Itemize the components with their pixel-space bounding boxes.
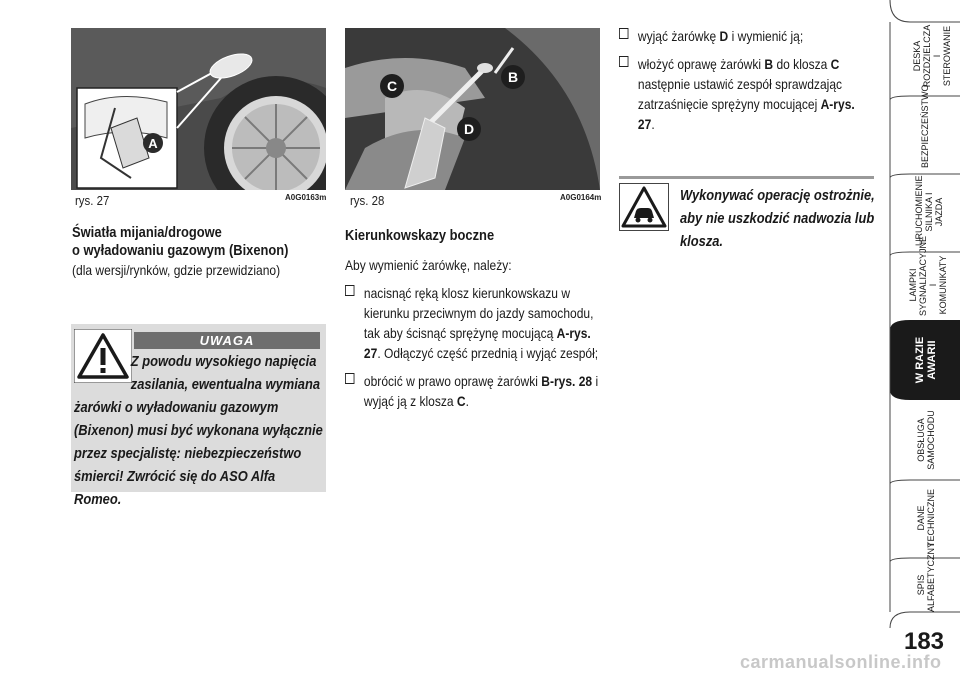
tab-label-active: W RAZIE AWARII <box>914 336 938 384</box>
caution-divider <box>619 176 874 179</box>
figure-27-code: A0G0163m <box>285 193 327 202</box>
side-indicators-intro: Aby wymienić żarówkę, należy: <box>345 257 512 273</box>
instruction-list-right <box>619 26 874 134</box>
figure-28-marker-b: B <box>507 69 519 85</box>
item-text: wyjąć żarówkę <box>637 28 720 44</box>
tab-lampki[interactable] <box>898 235 958 318</box>
heading-line-1: Światła mijania/drogowe <box>72 224 222 241</box>
figure-28-code: A0G0164m <box>560 193 602 202</box>
side-indicator-illustration <box>345 28 600 190</box>
figure-27-marker: A <box>148 136 158 151</box>
part-reference: C <box>456 393 466 409</box>
tab-w-razie-awarii-active[interactable] <box>898 322 958 398</box>
section-subtitle: (dla wersji/rynków, gdzie przewidziano) <box>72 262 281 278</box>
instruction-item <box>619 54 874 134</box>
part-reference: B <box>764 56 774 72</box>
checkbox-bullet-icon <box>619 56 628 67</box>
warning-label: UWAGA <box>199 333 255 348</box>
tab-label: SPIS ALFABETYCZNY <box>916 541 936 612</box>
car-damage-caution-icon <box>619 183 669 231</box>
sidebar-tabs <box>880 0 960 677</box>
warning-text-content: Z powodu wysokiego napięcia zasilania, ewentualna wymiana żarówki o wyładowaniu gazowym (Bixenon) musi być wykonana wyłącznie przez specjalistę: niebezpieczeństwo śmierci! Zwrócić się do ASO Alfa Romeo. <box>74 353 323 508</box>
warning-text-wrap-spacer <box>74 350 131 396</box>
figure-28-caption: rys. 28 <box>350 193 385 208</box>
figure-27-caption: rys. 27 <box>75 193 110 208</box>
checkbox-bullet-icon <box>345 373 354 384</box>
figure-reference: A-rys. 27 <box>363 325 591 361</box>
item-text: . Odłączyć część przednią i wyjąć zespół; <box>377 345 599 361</box>
caution-text: Wykonywać operację ostrożnie, aby nie uszkodzić nadwozia lub klosza. <box>680 187 875 250</box>
item-text: . <box>465 393 469 409</box>
side-indicators-heading: Kierunkowskazy boczne <box>345 227 495 244</box>
tab-label: DESKA ROZDZIELCZA I STEROWANIE <box>912 24 952 88</box>
checkbox-bullet-icon <box>345 285 354 296</box>
warning-box <box>71 324 326 508</box>
item-text: obrócić w prawo oprawę żarówki <box>363 373 542 389</box>
tab-label: BEZPIECZEŃSTWO <box>920 84 930 168</box>
tab-label: LAMPKI SYGNALIZACYJNE I KOMUNIKATY <box>908 235 948 316</box>
item-text: nacisnąć ręką klosz kierunkowskazu w kierunku przeciwnym do jazdy samochodu, tak aby ścisnąć sprężynę mocującą <box>363 285 594 341</box>
heading-line-2: o wyładowaniu gazowym (Bixenon) <box>72 242 289 259</box>
tab-label: OBSŁUGA SAMOCHODU <box>916 410 936 470</box>
figure-28-marker-c: C <box>386 78 398 94</box>
figure-reference: A-rys. 27 <box>637 96 855 132</box>
checkbox-bullet-icon <box>619 28 628 39</box>
part-reference: D <box>719 28 729 44</box>
tab-label: DANE TECHNICZNE <box>916 489 936 547</box>
item-text: następnie ustawić zespół sprawdzając zatrzaśnięcie sprężyny mocującej <box>637 76 843 112</box>
item-text: i wyjąć ją z klosza <box>363 373 599 409</box>
figure-27-image <box>71 28 326 190</box>
instruction-item <box>345 371 600 411</box>
page-number: 183 <box>903 628 945 655</box>
tab-bezpieczenstwo[interactable] <box>898 84 958 172</box>
warning-label-bar <box>134 332 320 349</box>
figure-28-image <box>345 28 600 190</box>
section-heading-bixenon <box>72 224 330 260</box>
instruction-item <box>619 26 874 46</box>
tab-label: URUCHOMIENIE SILNIKA I JAZDA <box>914 175 944 246</box>
watermark: carmanualsonline.info <box>740 652 942 672</box>
instruction-item <box>345 283 600 363</box>
part-reference: C <box>830 56 840 72</box>
tab-obsluga-samochodu[interactable] <box>898 404 958 478</box>
tab-spis-alfabetyczny[interactable] <box>898 541 958 612</box>
item-text: i wymienić ją; <box>728 28 804 44</box>
warning-text <box>74 350 323 511</box>
item-text: . <box>651 116 655 132</box>
instruction-list-middle <box>345 283 600 411</box>
headlight-wheel-illustration <box>71 28 326 190</box>
item-text: włożyć oprawę żarówki <box>637 56 765 72</box>
tab-uruchomienie[interactable] <box>898 176 958 250</box>
figure-reference: B-rys. 28 <box>541 373 593 389</box>
item-text: do klosza <box>773 56 831 72</box>
figure-28-marker-d: D <box>463 121 475 137</box>
